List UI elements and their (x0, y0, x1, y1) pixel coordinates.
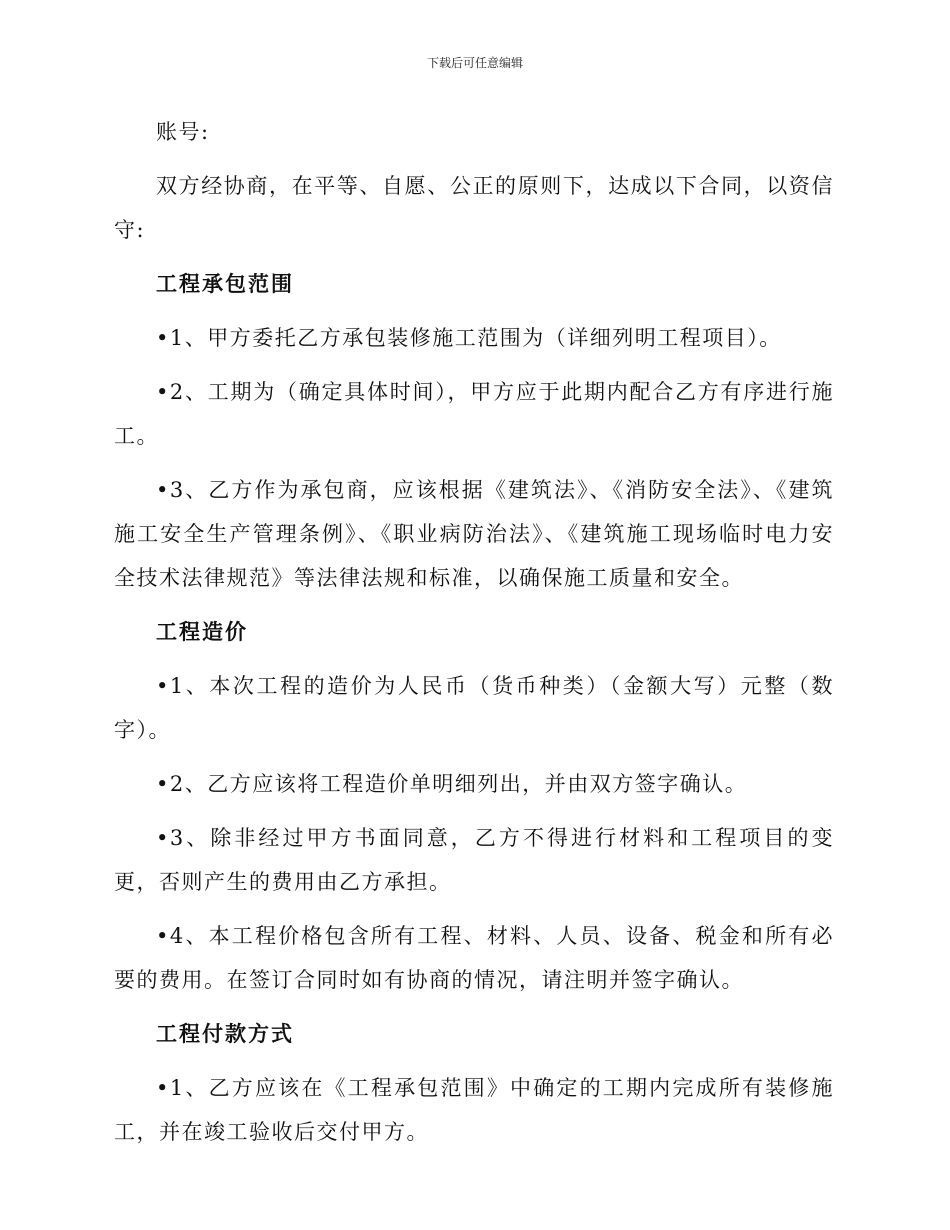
document-body (114, 110, 834, 1164)
account-line: 账号: (156, 120, 210, 144)
section-heading-scope: 工程承包范围 (156, 271, 294, 296)
intro-paragraph: 双方经协商，在平等、自愿、公正的原则下，达成以下合同，以资信守: (114, 174, 834, 242)
clause-price-1: •1、本次工程的造价为人民币（货币种类）（金额大写）元整（数字）。 (114, 674, 834, 742)
clause-price-3: •3、除非经过甲方书面同意，乙方不得进行材料和工程项目的变更，否则产生的费用由乙方承担。 (114, 826, 834, 894)
clause-scope-1: •1、甲方委托乙方承包装修施工范围为（详细列明工程项目）。 (156, 326, 782, 350)
section-heading-payment: 工程付款方式 (156, 1021, 294, 1046)
clause-scope-2: •2、工期为（确定具体时间），甲方应于此期内配合乙方有序进行施工。 (114, 380, 834, 448)
clause-payment-1: •1、乙方应该在《工程承包范围》中确定的工期内完成所有装修施工，并在竣工验收后交付甲方。 (114, 1076, 834, 1144)
section-heading-price: 工程造价 (156, 619, 248, 644)
clause-price-4: •4、本工程价格包含所有工程、材料、人员、设备、税金和所有必要的费用。在签订合同时如有协商的情况，请注明并签字确认。 (114, 924, 834, 992)
page-header: 下载后可任意编辑 (426, 56, 523, 70)
clause-price-2: •2、乙方应该将工程造价单明细列出，并由双方签字确认。 (156, 772, 748, 796)
clause-scope-3: •3、乙方作为承包商，应该根据《建筑法》、《消防安全法》、《建筑施工安全生产管理条例》、《职业病防治法》、《建筑施工现场临时电力安全技术法律规范》等法律法规和标准，以确保施工质量和安全。 (114, 478, 834, 590)
